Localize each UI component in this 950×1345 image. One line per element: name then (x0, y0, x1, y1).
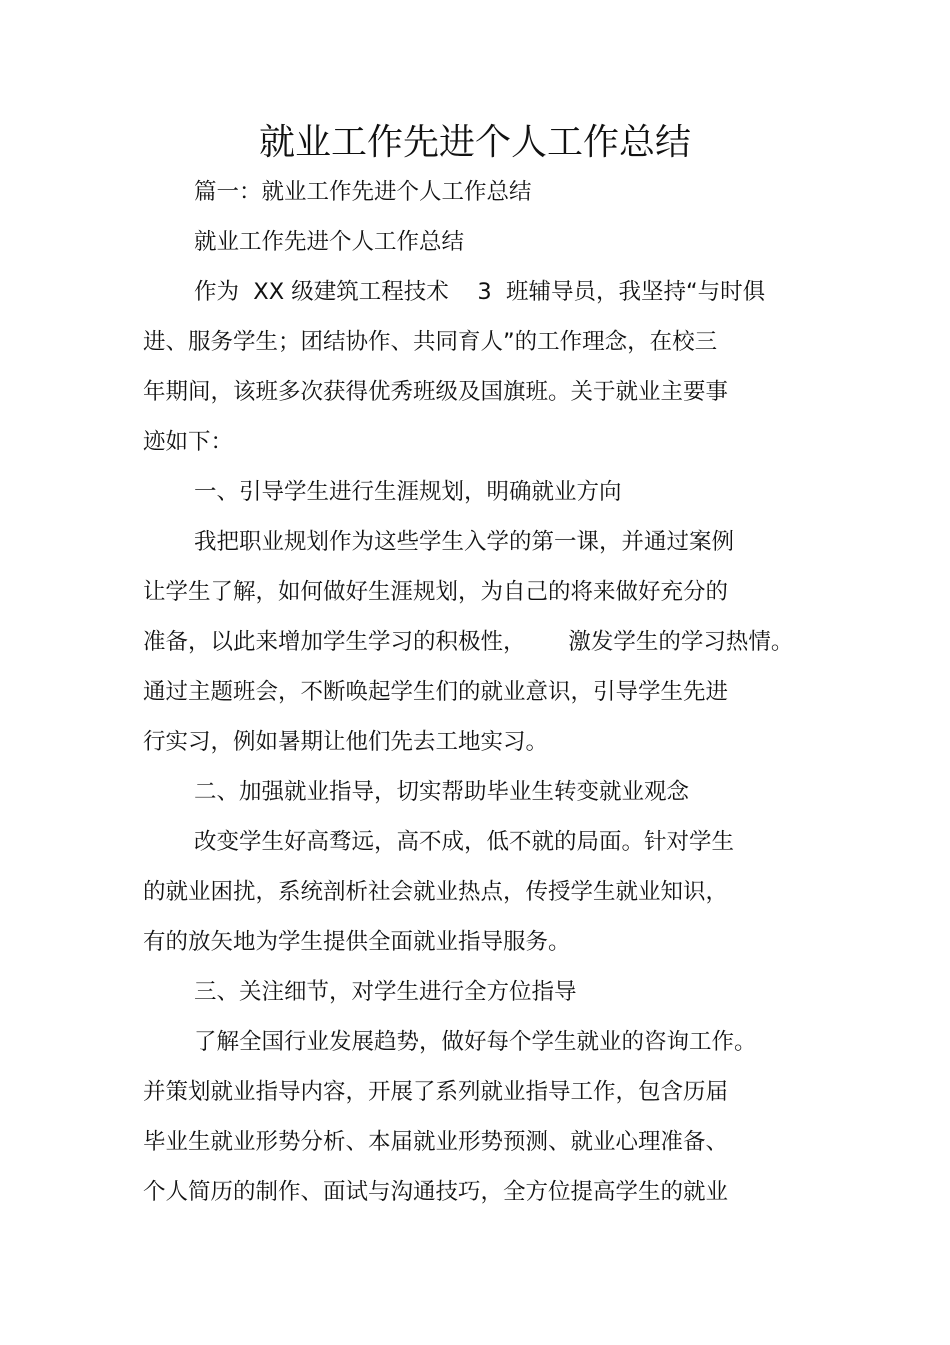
paragraph-line: 行实习，例如暑期让他们先去工地实习。 (143, 729, 549, 755)
paragraph-line: 我把职业规划作为这些学生入学的第一课，并通过案例 (194, 529, 735, 555)
paragraph-line: 个人简历的制作、面试与沟通技巧，全方位提高学生的就业 (143, 1179, 729, 1205)
paragraph-line: 有的放矢地为学生提供全面就业指导服务。 (143, 929, 571, 955)
paragraph-line: 迹如下： (143, 429, 234, 455)
section-heading: 二、加强就业指导，切实帮助毕业生转变就业观念 (194, 779, 690, 805)
paragraph-line: 通过主题班会，不断唤起学生们的就业意识，引导学生先进 (143, 679, 729, 705)
section-heading: 篇一：就业工作先进个人工作总结 (194, 179, 532, 205)
paragraph-line: 毕业生就业形势分析、本届就业形势预测、就业心理准备、 (143, 1129, 729, 1155)
paragraph-line: 的就业困扰，系统剖析社会就业热点，传授学生就业知识， (143, 879, 729, 905)
paragraph-line: 改变学生好高骛远，高不成，低不就的局面。针对学生 (194, 829, 735, 855)
paragraph-line: 了解全国行业发展趋势，做好每个学生就业的咨询工作。 (194, 1029, 757, 1055)
document-title: 就业工作先进个人工作总结 (258, 122, 691, 163)
paragraph-line: 作为 XX 级建筑工程技术 3 班辅导员，我坚持“与时俱 (194, 279, 766, 305)
paragraph-line: 让学生了解，如何做好生涯规划，为自己的将来做好充分的 (143, 579, 729, 605)
subtitle-line: 就业工作先进个人工作总结 (194, 229, 465, 255)
section-heading: 一、引导学生进行生涯规划，明确就业方向 (194, 479, 622, 505)
paragraph-line: 年期间，该班多次获得优秀班级及国旗班。关于就业主要事 (143, 379, 729, 405)
paragraph-line: 准备，以此来增加学生学习的积极性， 激发学生的学习热情。 (143, 629, 794, 655)
paragraph-line: 并策划就业指导内容，开展了系列就业指导工作，包含历届 (143, 1079, 729, 1105)
section-heading: 三、关注细节，对学生进行全方位指导 (194, 979, 577, 1005)
paragraph-line: 进、服务学生；团结协作、共同育人”的工作理念，在校三 (143, 329, 718, 355)
